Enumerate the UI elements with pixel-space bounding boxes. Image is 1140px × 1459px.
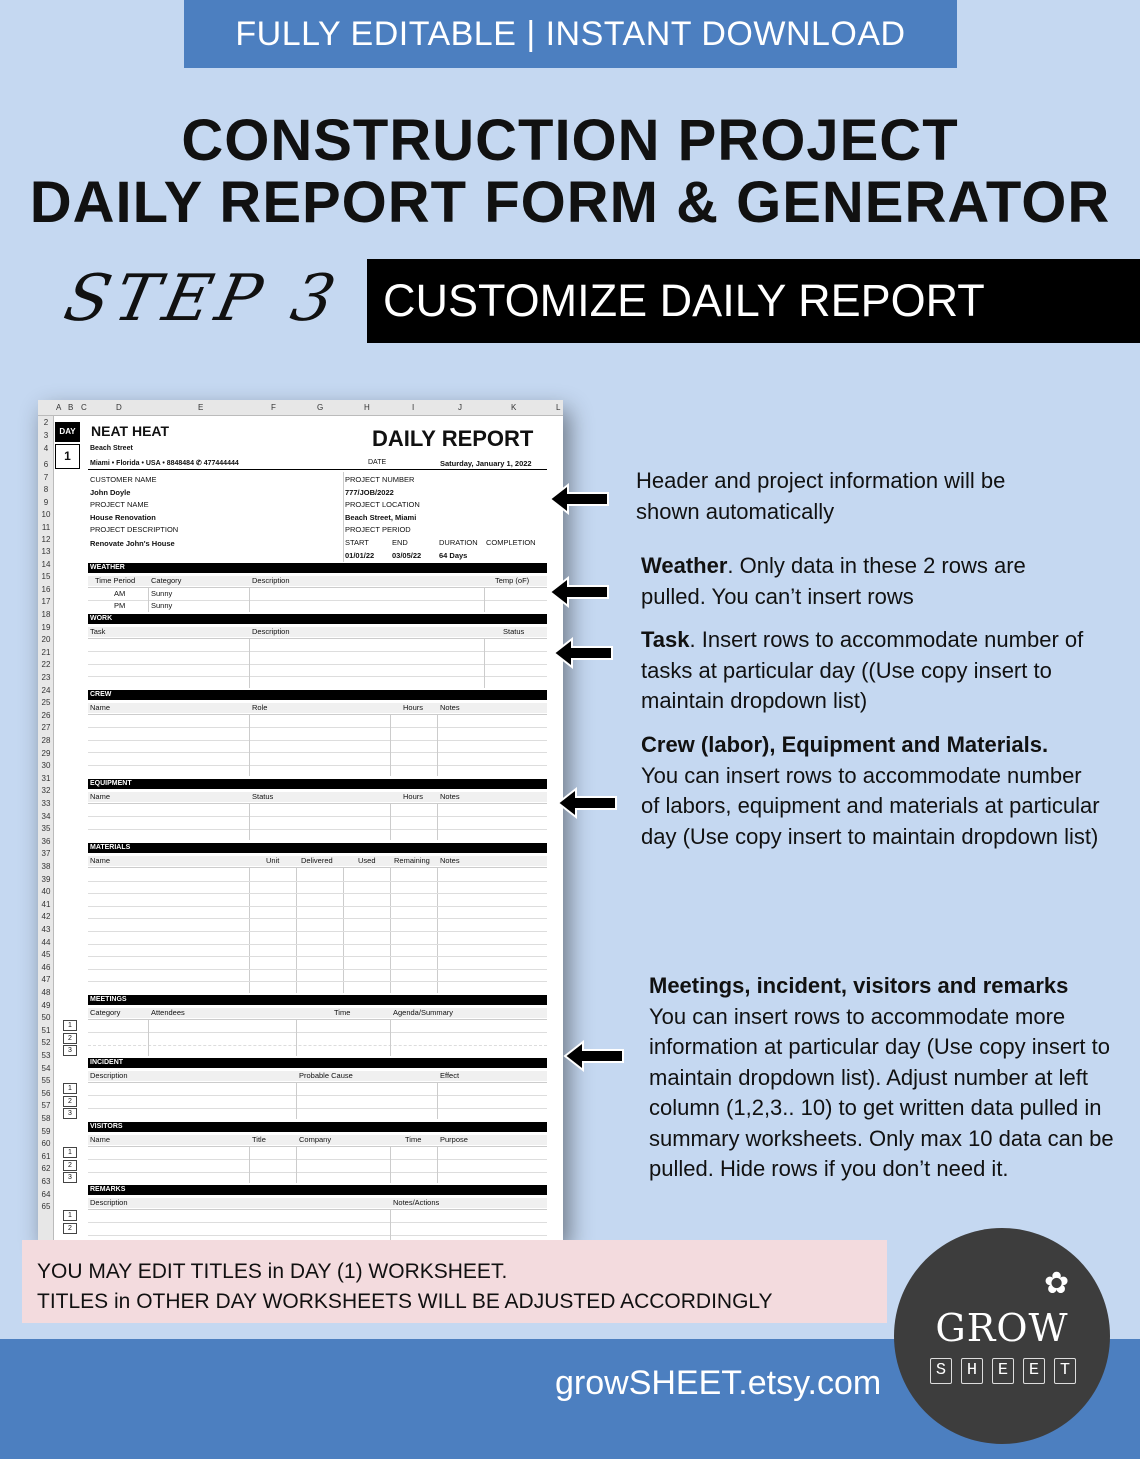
row-number: 49 [41, 1000, 51, 1010]
weather-col-description: Description [252, 576, 290, 585]
row-number: 34 [41, 811, 51, 821]
materials-header [88, 856, 547, 866]
incident-counter-2[interactable]: 2 [63, 1096, 77, 1107]
incident-counter-1[interactable]: 1 [63, 1083, 77, 1094]
row-number-column [38, 416, 54, 1240]
row-number: 42 [41, 912, 51, 922]
materials-section: MATERIALS [88, 843, 547, 853]
arrow-left-icon [548, 483, 610, 515]
duration-value: 64 Days [439, 551, 468, 560]
row-number: 12 [41, 535, 51, 544]
row-number: 39 [41, 874, 51, 884]
materials-col-remaining: Remaining [394, 856, 430, 865]
customer-value[interactable]: John Doyle [90, 488, 131, 497]
visitors-grid[interactable] [88, 1146, 547, 1183]
note-weather [641, 551, 1071, 612]
materials-col-name: Name [90, 856, 111, 865]
customer-label: CUSTOMER NAME [90, 475, 157, 484]
row-number: 19 [41, 622, 51, 632]
shop-url[interactable]: growSHEET.etsy.com [555, 1364, 882, 1402]
logo-letter: S [930, 1358, 952, 1384]
project-desc-value[interactable]: Renovate John's House [90, 539, 175, 548]
note-crew-title: Crew (labor), Equipment and Materials. [641, 732, 1049, 757]
column-header [38, 400, 563, 416]
row-number: 21 [41, 647, 51, 657]
row-number: 65 [41, 1202, 51, 1212]
row-number: 9 [43, 498, 49, 507]
incident-col-description: Description [90, 1071, 128, 1080]
start-value[interactable]: 01/01/22 [345, 551, 375, 560]
row-number: 8 [43, 485, 49, 494]
row-number: 29 [41, 748, 51, 758]
project-name-label: PROJECT NAME [90, 500, 149, 509]
title-line-1: CONSTRUCTION PROJECT [181, 108, 959, 173]
company-address: Miami • Florida • USA • 8848484 ✆ 477444444 [90, 460, 239, 467]
meeting-counter-2[interactable]: 2 [63, 1033, 77, 1044]
materials-col-unit: Unit [266, 856, 280, 865]
note-weather-text: . Only data in these 2 rows are pulled. You can’t insert rows [641, 553, 1026, 609]
incident-col-effect: Effect [440, 1071, 460, 1080]
work-section: WORK [88, 614, 547, 624]
note-task [641, 625, 1091, 717]
col-e: E [198, 403, 204, 412]
weather-section: WEATHER [88, 563, 547, 573]
col-b: B [68, 403, 74, 412]
report-title: DAILY REPORT [372, 426, 534, 451]
row-number: 20 [41, 635, 51, 645]
meeting-counter-3[interactable]: 3 [63, 1045, 77, 1056]
work-col-description: Description [252, 627, 290, 636]
row-number: 31 [41, 773, 51, 783]
row-number: 35 [41, 824, 51, 834]
company-street: Beach Street [90, 445, 133, 452]
remarks-header [88, 1198, 547, 1208]
row-number: 28 [41, 736, 51, 745]
weather-header [88, 576, 547, 586]
row-number: 13 [41, 547, 51, 556]
equipment-grid[interactable] [88, 803, 547, 840]
day-label: DAY [55, 422, 80, 442]
logo-letter: H [961, 1358, 983, 1384]
incident-section: INCIDENT [88, 1058, 547, 1068]
top-banner: FULLY EDITABLE | INSTANT DOWNLOAD [184, 0, 957, 68]
logo-letter: T [1054, 1358, 1076, 1384]
row-number: 27 [41, 723, 51, 733]
equipment-section: EQUIPMENT [88, 779, 547, 789]
row-number: 10 [41, 510, 51, 519]
row-number: 44 [41, 937, 51, 947]
row-number: 3 [43, 431, 49, 440]
note-meetings-text: You can insert rows to accommodate more information at particular day (Use copy insert to maintain dropdown list). Adjust number at left column (1,2,3.. 10) to get written data pulled in summary worksheets. Only max 10 data can be pulled. Hide rows if you don’t need it. [649, 1003, 1114, 1181]
arrow-left-icon [552, 637, 614, 669]
page-title [0, 110, 1140, 234]
row-number: 24 [41, 685, 51, 695]
meetings-col-time: Time [334, 1008, 351, 1017]
crew-col-role: Role [252, 703, 268, 712]
project-location-value[interactable]: Beach Street, Miami [345, 513, 417, 522]
work-grid[interactable] [88, 638, 547, 688]
row-number: 48 [41, 988, 51, 997]
row-number: 59 [41, 1126, 51, 1136]
flower-icon: ✿ [1044, 1267, 1070, 1300]
row-number: 55 [41, 1076, 51, 1086]
crew-grid[interactable] [88, 714, 547, 776]
row-number: 4 [43, 444, 49, 453]
row-number: 63 [41, 1177, 51, 1186]
duration-label: DURATION [439, 538, 478, 547]
row-number: 26 [41, 710, 51, 720]
row-number: 58 [41, 1114, 51, 1123]
row-number: 32 [41, 786, 51, 796]
project-number-label: PROJECT NUMBER [345, 475, 415, 484]
visitors-col-company: Company [299, 1135, 332, 1144]
date-label: DATE [368, 459, 387, 466]
row-number: 11 [41, 523, 51, 532]
equipment-col-name: Name [90, 792, 111, 801]
remarks-col-notes: Notes/Actions [393, 1198, 440, 1207]
project-desc-label: PROJECT DESCRIPTION [90, 525, 179, 534]
row-number: 38 [41, 862, 51, 871]
row-number: 41 [41, 899, 51, 909]
spreadsheet-preview [38, 400, 563, 1240]
note-task-title: Task [641, 627, 690, 652]
row-number: 50 [41, 1013, 51, 1023]
row-number: 6 [43, 460, 49, 469]
company-name: NEAT HEAT [91, 423, 170, 439]
row-number: 64 [41, 1189, 51, 1199]
weather-am-category[interactable]: Sunny [151, 589, 173, 598]
row-number: 2 [43, 418, 49, 427]
note-weather-title: Weather [641, 553, 728, 578]
remarks-col-description: Description [90, 1198, 128, 1207]
row-number: 30 [41, 761, 51, 771]
weather-pm: PM [114, 601, 126, 610]
logo-sheet-letters [930, 1358, 1076, 1384]
materials-grid[interactable] [88, 867, 547, 993]
remarks-grid[interactable] [88, 1209, 547, 1240]
meeting-counter-1[interactable]: 1 [63, 1020, 77, 1031]
row-number: 53 [41, 1051, 51, 1060]
row-number: 16 [41, 584, 51, 594]
row-number: 57 [41, 1101, 51, 1111]
incident-header [88, 1071, 547, 1081]
project-name-value[interactable]: House Renovation [90, 513, 156, 522]
weather-am: AM [114, 589, 126, 598]
col-g: G [317, 403, 324, 412]
crew-col-name: Name [90, 703, 111, 712]
row-number: 22 [41, 660, 51, 670]
row-number: 40 [41, 887, 51, 897]
col-f: F [271, 403, 276, 412]
logo-grow-text: GROW [935, 1306, 1069, 1350]
row-number: 52 [41, 1038, 51, 1048]
arrow-left-icon [548, 576, 610, 608]
project-period-label: PROJECT PERIOD [345, 525, 411, 534]
col-d: D [116, 403, 122, 412]
remark-counter-1[interactable]: 1 [63, 1210, 77, 1221]
row-number: 43 [41, 925, 51, 934]
materials-col-used: Used [358, 856, 376, 865]
note-header: Header and project information will be shown automatically [636, 468, 1006, 524]
row-number: 62 [41, 1164, 51, 1174]
row-number: 54 [41, 1063, 51, 1073]
col-h: H [364, 403, 370, 412]
end-value[interactable]: 03/05/22 [392, 551, 422, 560]
arrow-left-icon [556, 787, 618, 819]
start-label: START [345, 538, 369, 547]
row-number: 56 [41, 1088, 51, 1098]
row-number: 23 [41, 673, 51, 682]
visitors-section: VISITORS [88, 1122, 547, 1132]
date-value: Saturday, January 1, 2022 [440, 459, 532, 468]
day-number[interactable]: 1 [55, 444, 80, 469]
visitors-header [88, 1135, 547, 1145]
col-i: I [412, 403, 415, 412]
equipment-col-status: Status [252, 792, 274, 801]
project-number-value[interactable]: 777/JOB/2022 [345, 488, 394, 497]
remarks-section: REMARKS [88, 1185, 547, 1195]
equipment-header [88, 792, 547, 802]
col-l: L [556, 403, 561, 412]
work-col-task: Task [90, 627, 106, 636]
remark-counter-2[interactable]: 2 [63, 1223, 77, 1234]
crew-section: CREW [88, 690, 547, 700]
row-number: 47 [41, 975, 51, 985]
meetings-col-attendees: Attendees [151, 1008, 185, 1017]
visitors-col-purpose: Purpose [440, 1135, 468, 1144]
weather-grid[interactable] [88, 587, 547, 612]
row-number: 46 [41, 962, 51, 972]
note-task-text: . Insert rows to accommodate number of tasks at particular day ((Use copy insert to maintain dropdown list) [641, 627, 1084, 713]
visitor-counter-1[interactable]: 1 [63, 1147, 77, 1158]
materials-col-notes: Notes [440, 856, 460, 865]
incident-grid[interactable] [88, 1082, 547, 1119]
row-number: 33 [41, 799, 51, 808]
row-number: 7 [43, 473, 49, 482]
row-number: 36 [41, 836, 51, 846]
row-number: 25 [41, 698, 51, 708]
row-number: 45 [41, 950, 51, 960]
meetings-header [88, 1008, 547, 1018]
title-line-2: DAILY REPORT FORM & GENERATOR [29, 170, 1111, 235]
step-label: STEP 3 [58, 262, 348, 336]
materials-col-delivered: Delivered [301, 856, 333, 865]
equipment-col-hours: Hours [403, 792, 424, 801]
weather-col-time: Time Period [95, 576, 136, 585]
col-k: K [511, 403, 517, 412]
row-number: 51 [41, 1025, 51, 1035]
note-crew [641, 730, 1101, 852]
crew-col-notes: Notes [440, 703, 460, 712]
row-number: 17 [41, 597, 51, 607]
row-number: 14 [41, 559, 51, 569]
step-title: CUSTOMIZE DAILY REPORT [367, 259, 1140, 343]
edit-note-line-2: TITLES in OTHER DAY WORKSHEETS WILL BE ADJUSTED ACCORDINGLY [37, 1290, 773, 1313]
note-meetings [649, 971, 1119, 1185]
crew-col-hours: Hours [403, 703, 424, 712]
note-crew-text: You can insert rows to accommodate number of labors, equipment and materials at particular day (Use copy insert to maintain dropdown list) [641, 762, 1100, 849]
completion-label: COMPLETION [486, 538, 536, 547]
meetings-section: MEETINGS [88, 995, 547, 1005]
visitors-col-name: Name [90, 1135, 111, 1144]
weather-col-category: Category [151, 576, 182, 585]
crew-header [88, 703, 547, 713]
incident-counter-3[interactable]: 3 [63, 1108, 77, 1119]
end-label: END [392, 538, 408, 547]
visitors-col-time: Time [405, 1135, 422, 1144]
weather-pm-category[interactable]: Sunny [151, 601, 173, 610]
visitor-counter-3[interactable]: 3 [63, 1172, 77, 1183]
edit-titles-note [22, 1240, 887, 1323]
col-j: J [458, 403, 462, 412]
meetings-col-agenda: Agenda/Summary [393, 1008, 454, 1017]
col-c: C [81, 403, 87, 412]
logo-letter: E [1023, 1358, 1045, 1384]
note-meetings-title: Meetings, incident, visitors and remarks [649, 973, 1069, 998]
project-location-label: PROJECT LOCATION [345, 500, 420, 509]
row-number: 61 [41, 1151, 51, 1161]
edit-note-line-1: YOU MAY EDIT TITLES in DAY (1) WORKSHEET. [37, 1260, 508, 1283]
row-number: 15 [41, 572, 51, 582]
visitor-counter-2[interactable]: 2 [63, 1160, 77, 1171]
growsheet-logo [894, 1228, 1110, 1444]
col-a: A [56, 403, 62, 412]
weather-col-temp: Temp (oF) [495, 576, 530, 585]
meetings-grid[interactable] [88, 1019, 547, 1056]
incident-col-cause: Probable Cause [299, 1071, 353, 1080]
row-number: 60 [41, 1139, 51, 1149]
equipment-col-notes: Notes [440, 792, 460, 801]
row-number: 18 [41, 610, 51, 619]
work-col-status: Status [503, 627, 525, 636]
arrow-left-icon [563, 1040, 625, 1072]
work-header [88, 627, 547, 637]
visitors-col-title: Title [252, 1135, 266, 1144]
logo-letter: E [992, 1358, 1014, 1384]
row-number: 37 [41, 849, 51, 859]
meetings-col-category: Category [90, 1008, 121, 1017]
